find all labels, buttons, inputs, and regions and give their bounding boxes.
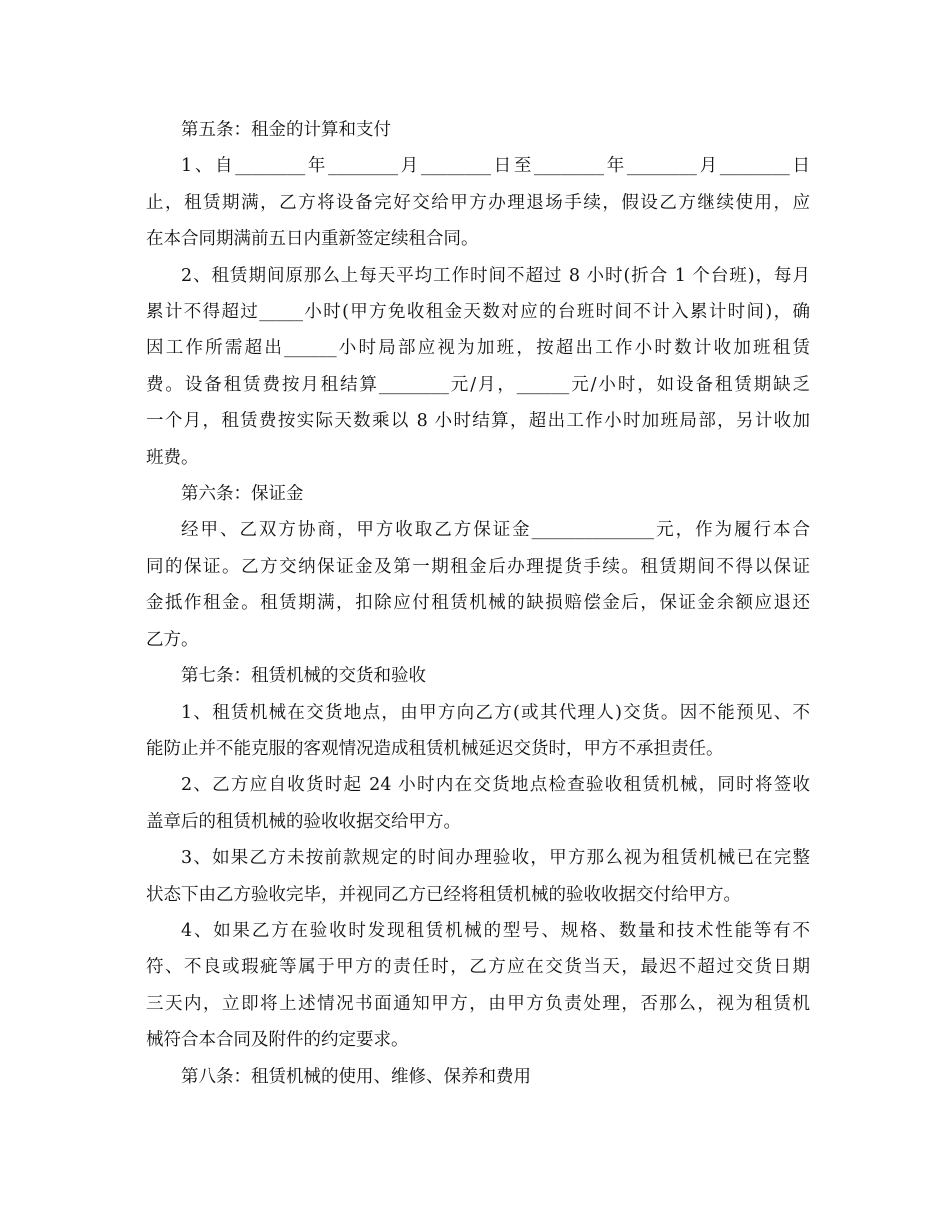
text-line: 1、自________年________月________日至________年________月________日	[181, 156, 810, 177]
article-5-clause-2	[146, 258, 810, 476]
article-7-clause-1	[146, 695, 810, 768]
text-line: 金抵作租金。租赁期满，扣除应付租赁机械的缺损赔偿金后，保证金余额应退还	[146, 593, 810, 614]
document-page	[146, 112, 810, 1095]
article-7-clause-4	[146, 913, 810, 1059]
text-line: 1、租赁机械在交货地点，由甲方向乙方(或其代理人)交货。因不能预见、不	[181, 702, 810, 723]
article-5-heading: 第五条：租金的计算和支付	[181, 120, 391, 140]
article-6-body	[146, 512, 810, 658]
article-7-clause-2	[146, 767, 810, 840]
text-line: 械符合本合同及附件的约定要求。	[146, 1030, 409, 1051]
text-line: 2、乙方应自收货时起 24 小时内在交货地点检查验收租赁机械，同时将签收	[181, 775, 810, 796]
text-line: 状态下由乙方验收完毕，并视同乙方已经将租赁机械的验收收据交付给甲方。	[146, 884, 741, 905]
text-line: 一个月，租赁费按实际天数乘以 8 小时结算，超出工作小时加班局部，另计收加	[146, 411, 810, 432]
text-line: 因工作所需超出______小时局部应视为加班，按超出工作小时数计收加班租赁	[146, 338, 810, 359]
text-line: 经甲、乙双方协商，甲方收取乙方保证金______________元，作为履行本合	[181, 520, 810, 541]
text-line: 累计不得超过_____小时(甲方免收租金天数对应的台班时间不计入累计时间)，确	[146, 302, 810, 323]
text-line: 乙方。	[146, 629, 199, 650]
article-7-clause-3	[146, 840, 810, 913]
text-line: 符、不良或瑕疵等属于甲方的责任时，乙方应在交货当天，最迟不超过交货日期	[146, 957, 810, 978]
text-line: 4、如果乙方在验收时发现租赁机械的型号、规格、数量和技术性能等有不	[181, 920, 810, 941]
text-line: 费。设备租赁费按月租结算________元/月，______元/小时，如设备租赁期缺乏	[146, 374, 810, 395]
article-7-heading: 第七条：租赁机械的交货和验收	[181, 666, 426, 687]
text-line: 同的保证。乙方交纳保证金及第一期租金后办理提货手续。租赁期间不得以保证	[146, 556, 810, 577]
text-line: 2、租赁期间原那么上每天平均工作时间不超过 8 小时(折合 1 个台班)，每月	[181, 265, 810, 286]
text-line: 班费。	[146, 447, 199, 468]
article-6-heading: 第六条：保证金	[181, 484, 304, 505]
text-line: 止，租赁期满，乙方将设备完好交给甲方办理退场手续，假设乙方继续使用，应	[146, 192, 810, 213]
article-5-clause-1	[146, 148, 810, 257]
text-line: 三天内，立即将上述情况书面通知甲方，由甲方负责处理，否那么，视为租赁机	[146, 993, 810, 1014]
text-line: 盖章后的租赁机械的验收收据交给甲方。	[146, 811, 461, 832]
article-8-heading: 第八条：租赁机械的使用、维修、保养和费用	[181, 1066, 531, 1087]
text-line: 在本合同期满前五日内重新签定续租合同。	[146, 229, 479, 250]
text-line: 能防止并不能克服的客观情况造成租赁机械延迟交货时，甲方不承担责任。	[146, 738, 724, 759]
text-line: 3、如果乙方未按前款规定的时间办理验收，甲方那么视为租赁机械已在完整	[181, 848, 810, 869]
